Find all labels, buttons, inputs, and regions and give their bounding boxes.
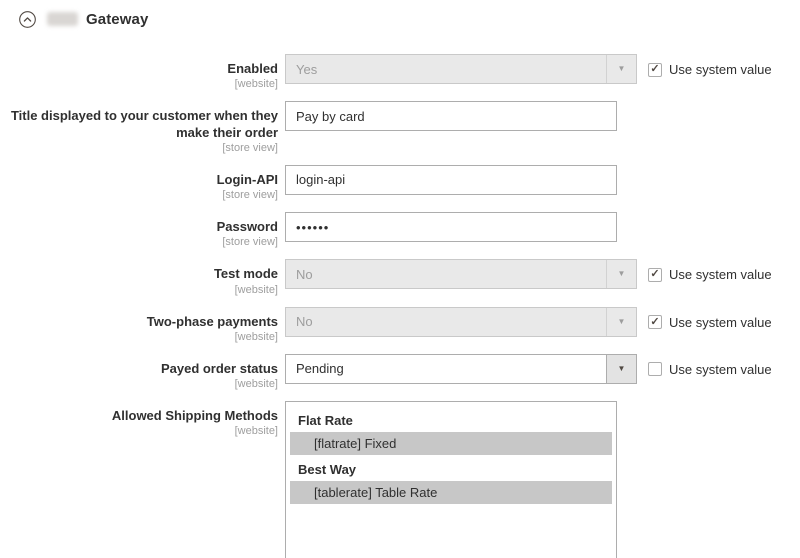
test-mode-use-system-checkbox[interactable] xyxy=(648,268,662,282)
row-enabled xyxy=(0,54,800,90)
section-title: Gateway xyxy=(86,10,149,28)
config-form xyxy=(0,54,800,558)
optgroup-best-way: Best Way xyxy=(298,462,357,477)
two-phase-use-system-checkbox[interactable] xyxy=(648,315,662,329)
option-tablerate-table-rate[interactable]: [tablerate] Table Rate xyxy=(290,481,612,504)
row-allowed-shipping-methods xyxy=(0,401,800,558)
redacted-brand-logo xyxy=(47,12,78,26)
row-password xyxy=(0,212,800,248)
allowed-shipping-methods-scope: [website] xyxy=(234,425,278,438)
section-header xyxy=(0,8,800,30)
row-login-api xyxy=(0,165,800,201)
title-label: Title displayed to your customer when they make their order xyxy=(10,108,278,140)
password-label: Password xyxy=(216,219,278,234)
payed-order-status-scope: [website] xyxy=(234,378,278,390)
chevron-down-icon: ▼ xyxy=(606,355,636,383)
enabled-scope: [website] xyxy=(234,78,278,91)
title-input[interactable] xyxy=(285,101,617,131)
enabled-label: Enabled xyxy=(227,61,278,76)
collapse-section-button[interactable] xyxy=(19,11,36,28)
row-two-phase xyxy=(0,307,800,343)
chevron-down-icon: ▼ xyxy=(606,260,636,288)
login-api-input[interactable] xyxy=(285,165,617,195)
use-system-value-label: Use system value xyxy=(669,314,772,330)
enabled-select[interactable]: Yes ▼ xyxy=(285,54,637,84)
use-system-value-label: Use system value xyxy=(669,62,772,77)
payed-order-status-use-system-checkbox[interactable] xyxy=(648,362,662,376)
use-system-value-label: Use system value xyxy=(669,361,772,377)
password-input[interactable] xyxy=(285,212,617,242)
test-mode-scope: [website] xyxy=(234,283,278,296)
allowed-shipping-methods-label: Allowed Shipping Methods xyxy=(111,408,278,423)
payed-order-status-select[interactable]: Pending ▼ xyxy=(285,354,637,384)
option-flatrate-fixed[interactable]: [flatrate] Fixed xyxy=(290,432,612,455)
login-api-scope: [store view] xyxy=(222,189,278,201)
two-phase-select[interactable]: No ▼ xyxy=(285,307,637,337)
payed-order-status-label: Payed order status xyxy=(160,360,278,376)
allowed-shipping-methods-multiselect[interactable] xyxy=(285,401,617,558)
optgroup-flat-rate: Flat Rate xyxy=(298,413,353,428)
test-mode-select[interactable]: No ▼ xyxy=(285,259,637,289)
password-scope: [store view] xyxy=(222,236,278,249)
row-title xyxy=(0,101,800,154)
row-test-mode xyxy=(0,259,800,295)
use-system-value-label: Use system value xyxy=(669,267,772,283)
two-phase-label: Two-phase payments xyxy=(146,313,278,329)
chevron-down-icon: ▼ xyxy=(606,55,636,83)
test-mode-label: Test mode xyxy=(213,266,278,282)
chevron-up-circle-icon xyxy=(19,11,36,28)
login-api-label: Login-API xyxy=(216,171,278,187)
row-payed-order-status xyxy=(0,354,800,390)
title-scope: [store view] xyxy=(222,141,278,154)
enabled-use-system-checkbox[interactable] xyxy=(648,63,662,77)
two-phase-scope: [website] xyxy=(234,330,278,343)
chevron-down-icon: ▼ xyxy=(606,308,636,336)
